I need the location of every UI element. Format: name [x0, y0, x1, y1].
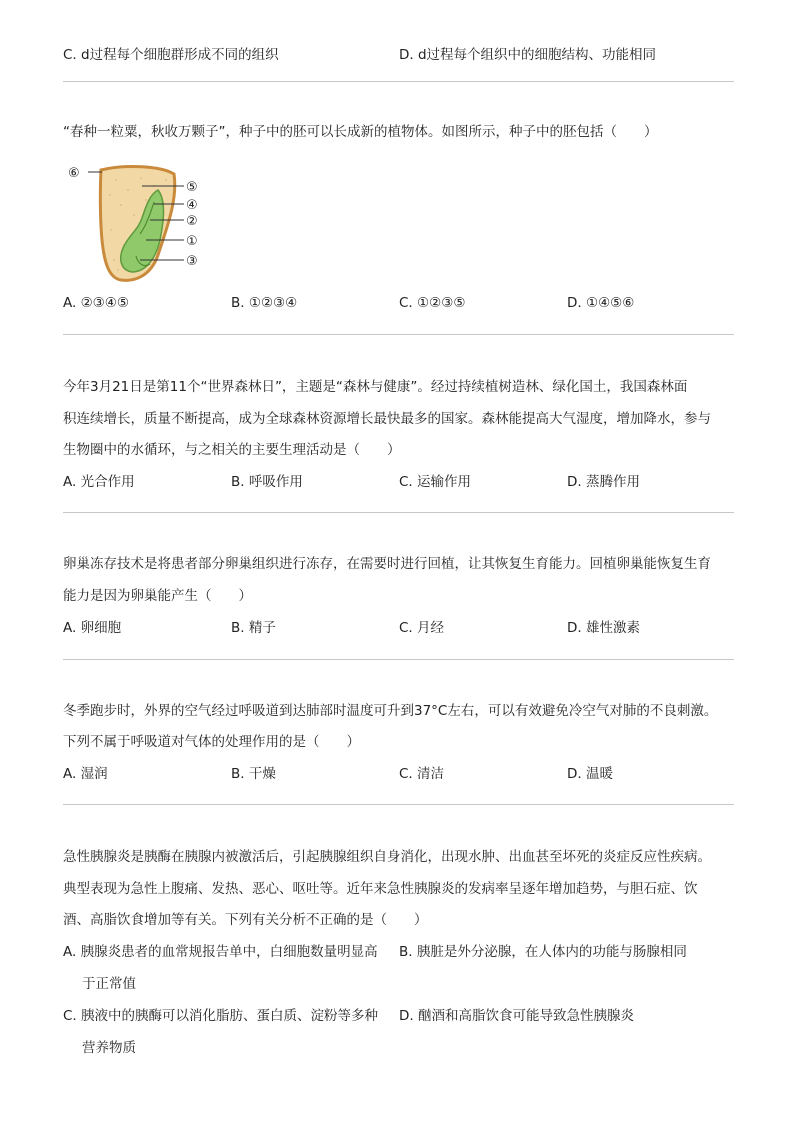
q2-option-c[interactable]: C. 运输作用	[399, 474, 472, 490]
q5-option-d[interactable]: D. 酗酒和高脂饮食可能导致急性胰腺炎	[399, 1008, 634, 1024]
q3-option-d[interactable]: D. 雄性激素	[567, 620, 640, 636]
q5-option-a[interactable]: A. 胰腺炎患者的血常规报告单中，白细胞数量明显高	[63, 944, 378, 960]
q3-stem-line-1: 卵巢冻存技术是将患者部分卵巢组织进行冻存，在需要时进行回植，让其恢复生育能力。回植卵巢能恢复生育	[63, 556, 711, 572]
seed-label-3: ③	[186, 254, 198, 269]
q4-stem-line-2: 下列不属于呼吸道对气体的处理作用的是（ ）	[63, 734, 360, 750]
q1-stem: “春种一粒粟，秋收万颗子”，种子中的胚可以长成新的植物体。如图所示，种子中的胚包括（ ）	[63, 124, 658, 140]
q4-stem-line-1: 冬季跑步时，外界的空气经过呼吸道到达肺部时温度可升到37°C左右，可以有效避免冷空气对肺的不良刺激。	[63, 703, 718, 719]
q1-option-b[interactable]: B. ①②③④	[231, 295, 298, 311]
q0-option-d: D. d过程每个组织中的细胞结构、功能相同	[399, 47, 657, 63]
q0-option-c: C. d过程每个细胞群形成不同的组织	[63, 47, 279, 63]
q2-stem-line-1: 今年3月21日是第11个“世界森林日”，主题是“森林与健康”。经过持续植树造林、绿化国土，我国森林面	[63, 379, 688, 395]
q3-option-c[interactable]: C. 月经	[399, 620, 445, 636]
q1-option-a[interactable]: A. ②③④⑤	[63, 295, 129, 311]
divider	[63, 659, 734, 660]
q4-option-d[interactable]: D. 温暖	[567, 766, 613, 782]
seed-label-6: ⑥	[68, 166, 80, 181]
q2-stem-line-2: 积连续增长，质量不断提高，成为全球森林资源增长最快最多的国家。森林能提高大气湿度，增加降水，参与	[63, 411, 711, 427]
q4-option-a[interactable]: A. 湿润	[63, 766, 108, 782]
divider	[63, 334, 734, 335]
q5-stem-line-1: 急性胰腺炎是胰酶在胰腺内被激活后，引起胰腺组织自身消化，出现水肿、出血甚至坏死的炎症反应性疾病。	[63, 849, 711, 865]
q5-option-c-cont[interactable]: 营养物质	[82, 1040, 136, 1056]
q5-option-c[interactable]: C. 胰液中的胰酶可以消化脂肪、蛋白质、淀粉等多种	[63, 1008, 379, 1024]
q1-option-c[interactable]: C. ①②③⑤	[399, 295, 466, 311]
q3-option-b[interactable]: B. 精子	[231, 620, 276, 636]
q5-option-b[interactable]: B. 胰脏是外分泌腺，在人体内的功能与肠腺相同	[399, 944, 687, 960]
q1-option-d[interactable]: D. ①④⑤⑥	[567, 295, 635, 311]
q5-stem-line-2: 典型表现为急性上腹痛、发热、恶心、呕吐等。近年来急性胰腺炎的发病率呈逐年增加趋势，与胆石症、饮	[63, 881, 698, 897]
divider	[63, 804, 734, 805]
q4-option-c[interactable]: C. 清洁	[399, 766, 445, 782]
q2-stem-line-3: 生物圈中的水循环，与之相关的主要生理活动是（ ）	[63, 442, 401, 458]
seed-label-4: ④	[186, 198, 198, 213]
q3-stem-line-2: 能力是因为卵巢能产生（ ）	[63, 588, 252, 604]
q3-option-a[interactable]: A. 卵细胞	[63, 620, 122, 636]
q5-stem-line-3: 酒、高脂饮食增加等有关。下列有关分析不正确的是（ ）	[63, 912, 428, 928]
q2-option-b[interactable]: B. 呼吸作用	[231, 474, 303, 490]
q2-option-d[interactable]: D. 蒸腾作用	[567, 474, 640, 490]
divider	[63, 512, 734, 513]
q5-option-a-cont[interactable]: 于正常值	[82, 976, 136, 992]
q4-option-b[interactable]: B. 干燥	[231, 766, 276, 782]
seed-label-2: ②	[186, 214, 198, 229]
seed-label-1: ①	[186, 234, 198, 249]
seed-diagram	[66, 160, 216, 285]
seed-label-5: ⑤	[186, 180, 198, 195]
q2-option-a[interactable]: A. 光合作用	[63, 474, 135, 490]
divider	[63, 81, 734, 82]
